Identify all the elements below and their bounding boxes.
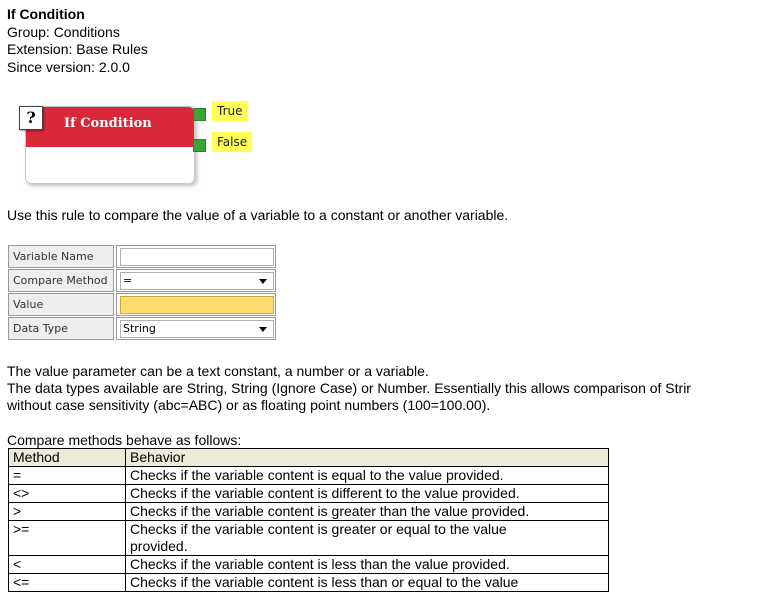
- methods-table: [8, 448, 609, 592]
- intro-text: Use this rule to compare the value of a variable to a constant or another variable.: [7, 207, 509, 223]
- table-row: [9, 485, 609, 503]
- page-title: If Condition: [7, 6, 85, 22]
- help-icon: [19, 106, 43, 130]
- method-cell: >: [9, 503, 126, 521]
- column-header: Method: [9, 449, 126, 467]
- behavior-cell: Checks if the variable content is different to the value provided.: [126, 485, 609, 503]
- method-cell: =: [9, 467, 126, 485]
- method-cell: <=: [9, 574, 126, 592]
- note-line-2: The data types available are String, String (Ignore Case) or Number. Essentially this allows comparison of Strir: [7, 380, 691, 396]
- column-header: Behavior: [126, 449, 609, 467]
- chevron-down-icon: [259, 279, 267, 284]
- data-type-select[interactable]: [120, 320, 274, 338]
- true-port: [193, 108, 206, 121]
- methods-intro: Compare methods behave as follows:: [7, 432, 242, 448]
- table-header-row: [9, 449, 609, 467]
- data-type-value: String: [123, 322, 156, 335]
- chevron-down-icon: [259, 327, 267, 332]
- table-row: [9, 467, 609, 485]
- doc-header: [7, 6, 148, 76]
- param-label: Data Type: [8, 317, 114, 340]
- param-value-cell: [116, 245, 276, 268]
- param-label: Value: [8, 293, 114, 316]
- method-cell: >=: [9, 521, 126, 556]
- behavior-cell: Checks if the variable content is less than or equal to the value: [126, 574, 609, 592]
- note-line-1: The value parameter can be a text constant, a number or a variable.: [7, 363, 429, 379]
- rule-block-title: If Condition: [64, 116, 152, 131]
- behavior-cell: Checks if the variable content is less than the value provided.: [126, 556, 609, 574]
- method-cell: <: [9, 556, 126, 574]
- help-glyph: ?: [19, 106, 43, 130]
- variable-name-input[interactable]: [120, 248, 274, 266]
- method-cell: <>: [9, 485, 126, 503]
- extension-line: Extension: Base Rules: [7, 41, 148, 57]
- table-row: [9, 574, 609, 592]
- param-value-cell: [116, 293, 276, 316]
- note-line-3: without case sensitivity (abc=ABC) or as floating point numbers (100=100.00).: [7, 397, 491, 413]
- table-row: [9, 556, 609, 574]
- compare-method-value: =: [123, 274, 133, 287]
- behavior-cell: Checks if the variable content is greater than the value provided.: [126, 503, 609, 521]
- value-input[interactable]: [120, 296, 274, 314]
- table-row: [9, 503, 609, 521]
- param-label: Compare Method: [8, 269, 114, 292]
- true-port-label: True: [212, 101, 248, 121]
- param-label: Variable Name: [8, 245, 114, 268]
- behavior-cell: Checks if the variable content is equal to the value provided.: [126, 467, 609, 485]
- behavior-cell: Checks if the variable content is greater or equal to the value provided.: [126, 521, 609, 556]
- param-value-cell: [116, 269, 276, 292]
- false-port: [193, 139, 206, 152]
- compare-method-select[interactable]: [120, 272, 274, 290]
- param-value-cell: [116, 317, 276, 340]
- since-line: Since version: 2.0.0: [7, 58, 130, 75]
- table-row: [9, 521, 609, 556]
- false-port-label: False: [212, 132, 252, 152]
- group-line: Group: Conditions: [7, 23, 120, 40]
